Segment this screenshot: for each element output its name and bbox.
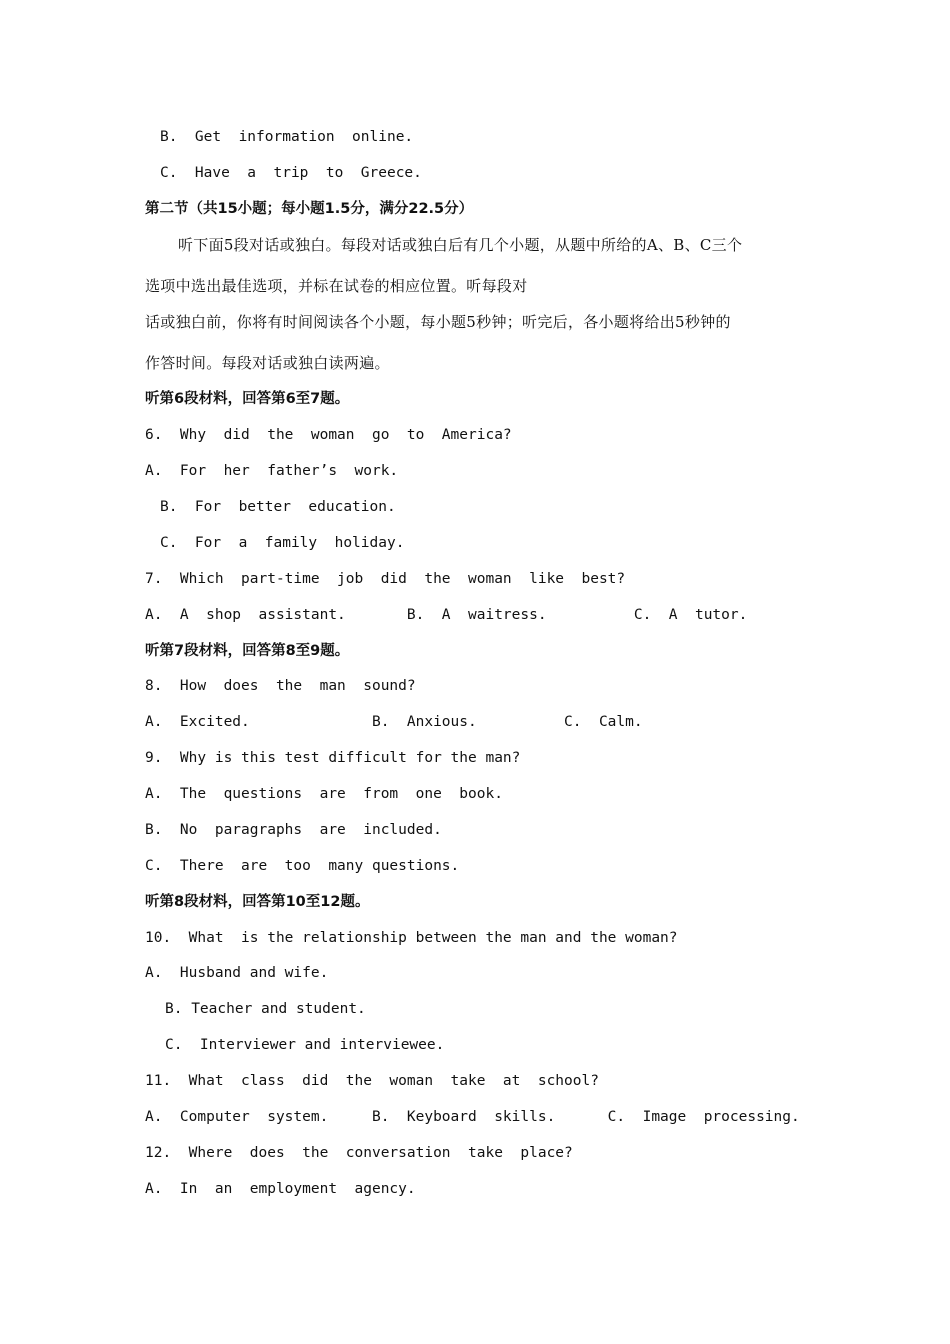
option-line: C. For a family holiday.	[160, 535, 405, 551]
instruction-line: 选项中选出最佳选项，并标在试卷的相应位置。听每段对	[145, 277, 528, 295]
option-line: A. A shop assistant. B. A waitress. C. A tutor.	[145, 607, 748, 623]
material-heading: 听第6段材料，回答第6至7题。	[145, 391, 350, 407]
option-line: B. Get information online.	[160, 129, 414, 145]
option-line: A. Computer system. B. Keyboard skills. C. Image processing.	[145, 1109, 800, 1125]
option-line: C. Interviewer and interviewee.	[165, 1037, 445, 1053]
option-line: C. There are too many questions.	[145, 858, 460, 874]
option-line: A. The questions are from one book.	[145, 786, 503, 802]
instruction-line: 作答时间。每段对话或独白读两遍。	[145, 354, 390, 372]
option-line: B. No paragraphs are included.	[145, 822, 442, 838]
option-line: A. Husband and wife.	[145, 965, 329, 981]
question-line: 10. What is the relationship between the man and the woman?	[145, 930, 678, 946]
material-heading: 听第8段材料，回答第10至12题。	[145, 894, 370, 910]
question-line: 12. Where does the conversation take place?	[145, 1145, 573, 1161]
option-line: A. Excited. B. Anxious. C. Calm.	[145, 714, 643, 730]
material-heading: 听第7段材料，回答第8至9题。	[145, 643, 350, 659]
section-heading: 第二节（共15小题；每小题1.5分，满分22.5分）	[145, 201, 474, 217]
option-line: B. Teacher and student.	[165, 1001, 366, 1017]
question-line: 7. Which part-time job did the woman like best?	[145, 571, 626, 587]
question-line: 11. What class did the woman take at school?	[145, 1073, 599, 1089]
instruction-line: 话或独白前，你将有时间阅读各个小题，每小题5秒钟；听完后，各小题将给出5秒钟的	[145, 313, 731, 331]
option-line: B. For better education.	[160, 499, 396, 515]
instruction-line: 听下面5段对话或独白。每段对话或独白后有几个小题，从题中所给的A、B、C三个	[178, 236, 743, 254]
question-line: 9. Why is this test difficult for the man?	[145, 750, 521, 766]
option-line: A. In an employment agency.	[145, 1181, 416, 1197]
question-line: 8. How does the man sound?	[145, 678, 416, 694]
question-line: 6. Why did the woman go to America?	[145, 427, 512, 443]
option-line: A. For her father’s work.	[145, 463, 399, 479]
option-line: C. Have a trip to Greece.	[160, 165, 422, 181]
